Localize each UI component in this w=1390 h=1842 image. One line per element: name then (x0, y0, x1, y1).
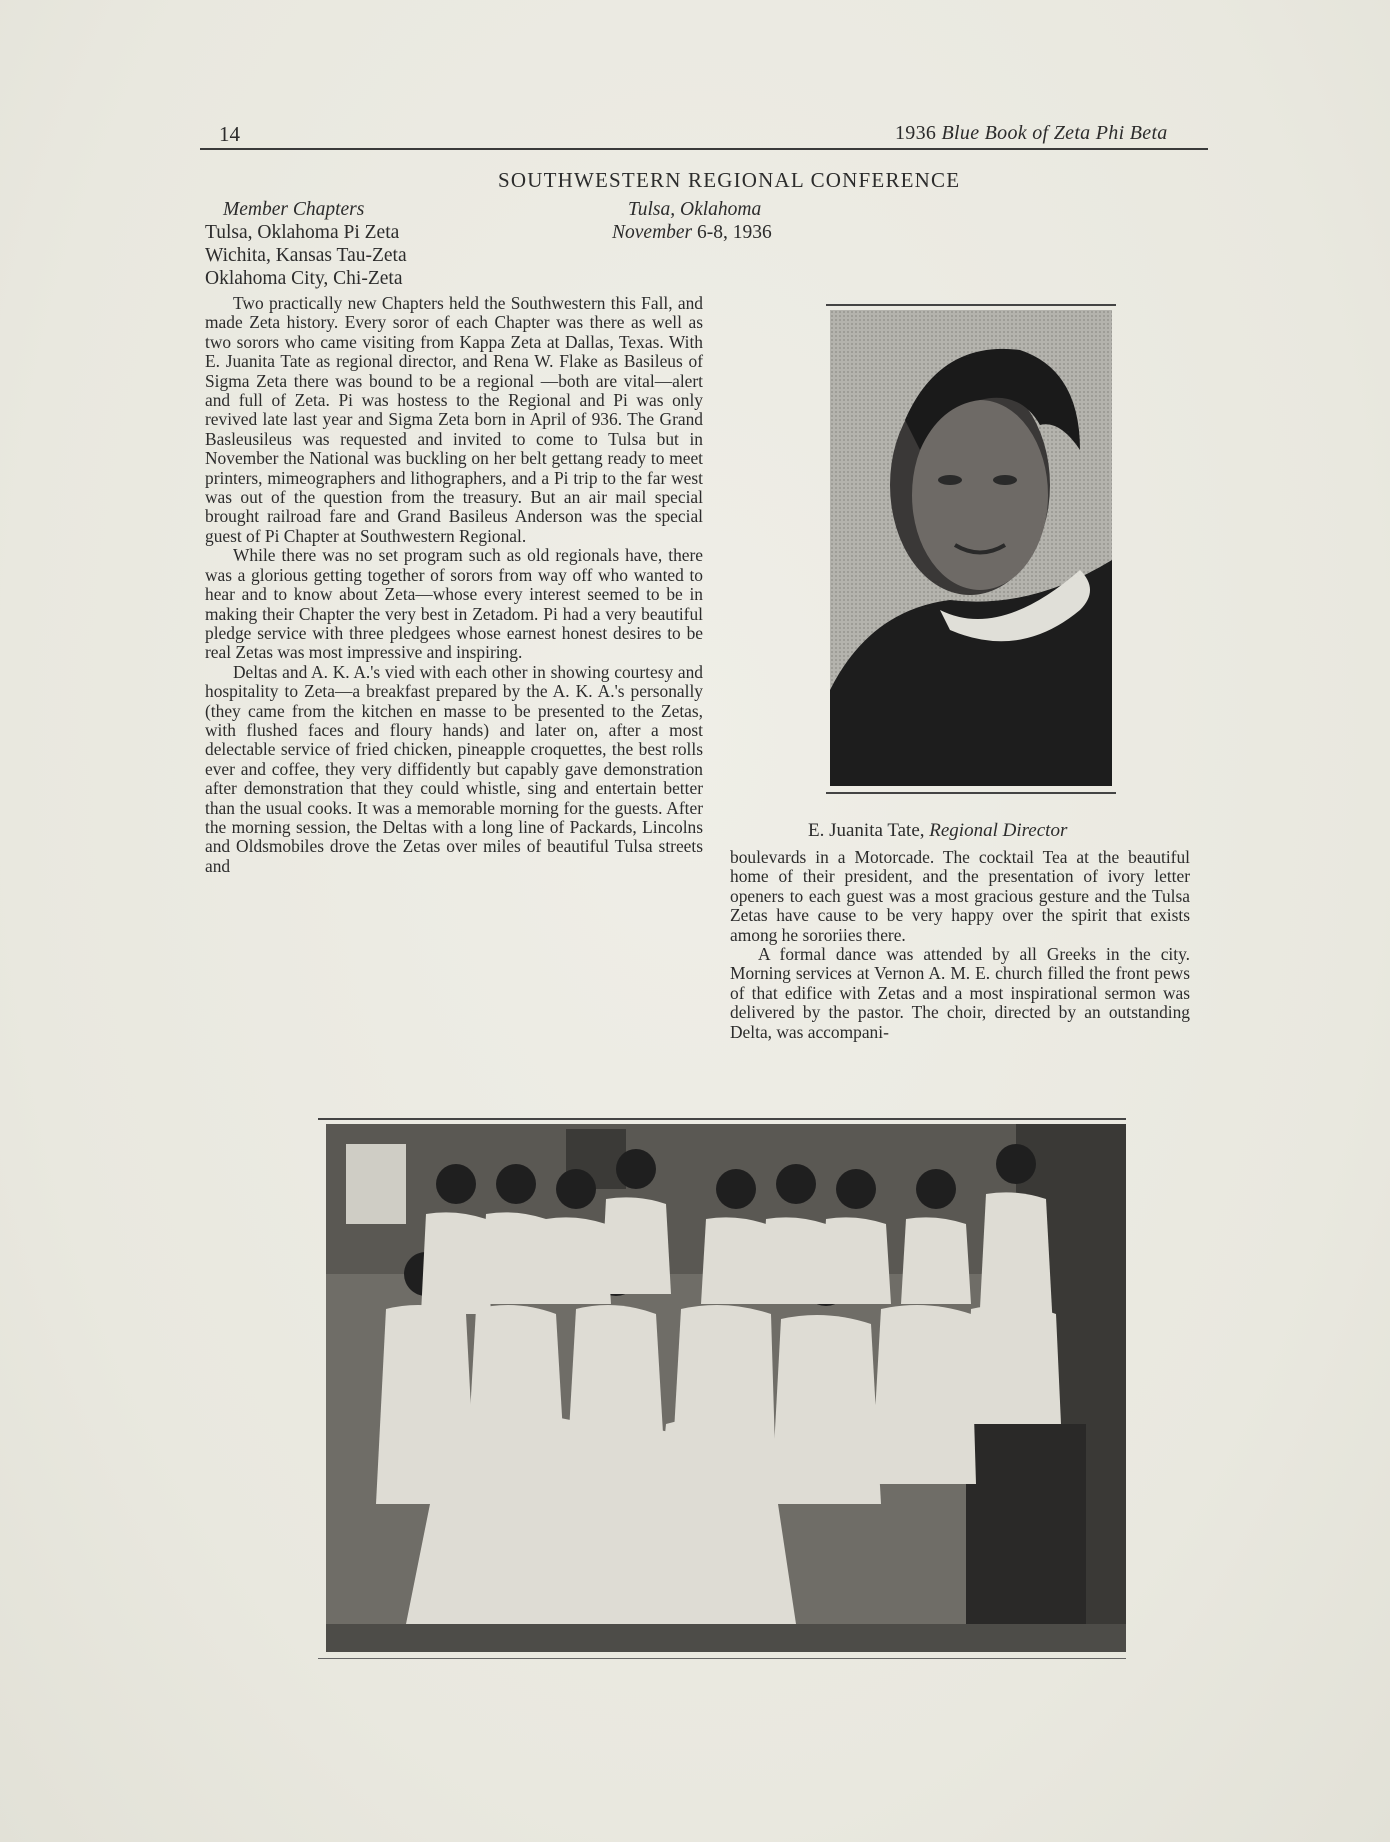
page-number: 14 (219, 122, 240, 146)
conference-date (612, 221, 772, 244)
publication-year: 1936 (895, 122, 937, 144)
portrait-caption (808, 820, 1067, 842)
conference-date-days: 6-8, 1936 (697, 222, 772, 243)
article-paragraph: boulevards in a Motorcade. The cocktail Tea at the beautiful home of their president, and the presentation of ivory letter openers to each guest was a most gracious gesture and the Tulsa Zetas have cause to be very happy over the spirit that exists among he sororiies there. (730, 847, 1190, 945)
chapter-line: Wichita, Kansas Tau-Zeta (205, 245, 407, 266)
conference-place: Tulsa, Oklahoma (628, 199, 762, 220)
conference-title: SOUTHWESTERN REGIONAL CONFERENCE (498, 168, 961, 192)
group-photo-illustration (326, 1124, 1126, 1652)
article-left-column (205, 294, 703, 876)
conference-venue (612, 198, 772, 244)
portrait-photo (830, 310, 1112, 786)
caption-name: E. Juanita Tate, (808, 820, 925, 841)
article-paragraph: Two practically new Chapters held the Southwestern this Fall, and made Zeta history. Every soror of each Chapter was there as well as two sorors who came visiting from Kappa Zeta at Dallas, Texas. With E. Juanita Tate as regional director, and Rena W. Flake as Basileus of Sigma Zeta there was bound to be a regional —both are vital—alert and full of Zeta. Pi was hostess to the Regional and Pi was only revived late last year and Sigma Zeta born in April of 936. The Grand Basleusileus was requested and invited to come to Tulsa but in November the National was buckling on her belt gettang ready to meet printers, mimeographers and lithographers, and a Pi trip to the far west was out of the question from the treasury. But an air mail special brought railroad fare and Grand Basileus Anderson was the special guest of Pi Chapter at Southwestern Regional. (205, 293, 703, 546)
publication-title: Blue Book of Zeta Phi Beta (941, 122, 1168, 144)
article-right-column (730, 848, 1190, 1042)
member-chapters-heading: Member Chapters (223, 199, 365, 220)
group-photo (326, 1124, 1126, 1652)
article-paragraph: A formal dance was attended by all Greeks in the city. Morning services at Vernon A. M. E. church filled the front pews of that edifice with Zetas and a most inspirational sermon was delivered by the pastor. The choir, directed by an outstanding Delta, was accompani- (730, 944, 1190, 1042)
conference-date-month: November (612, 222, 693, 243)
caption-role: Regional Director (929, 820, 1068, 841)
portrait-illustration (830, 310, 1112, 786)
article-paragraph: While there was no set program such as old regionals have, there was a glorious getting together of sorors from way off who wanted to hear and to know about Zeta—whose every interest seemed to be in making their Chapter the very best in Zetadom. Pi had a very beautiful pledge service with three pledgees whose earnest honest desires to be real Zetas was most impressive and inspiring. (205, 545, 703, 663)
header-rule (200, 148, 1208, 150)
chapter-line: Oklahoma City, Chi-Zeta (205, 268, 403, 289)
running-header (895, 122, 1168, 145)
chapter-line: Tulsa, Oklahoma Pi Zeta (205, 222, 400, 243)
article-paragraph: Deltas and A. K. A.'s vied with each other in showing courtesy and hospitality to Zeta—a breakfast prepared by the A. K. A.'s personally (they came from the kitchen en masse to be presented to the Zetas, with flushed faces and floury hands) and later on, after a most delectable service of fried chicken, pineapple croquettes, the best rolls ever and coffee, they very diffidently but capably gave demonstration after demonstration that they could whistle, sing and entertain better than the usual cooks. It was a memorable morning for the guests. After the morning session, the Deltas with a long line of Packards, Lincolns and Oldsmobiles drove the Zetas over miles of beautiful Tulsa streets and (205, 661, 703, 876)
member-chapters (205, 198, 407, 290)
